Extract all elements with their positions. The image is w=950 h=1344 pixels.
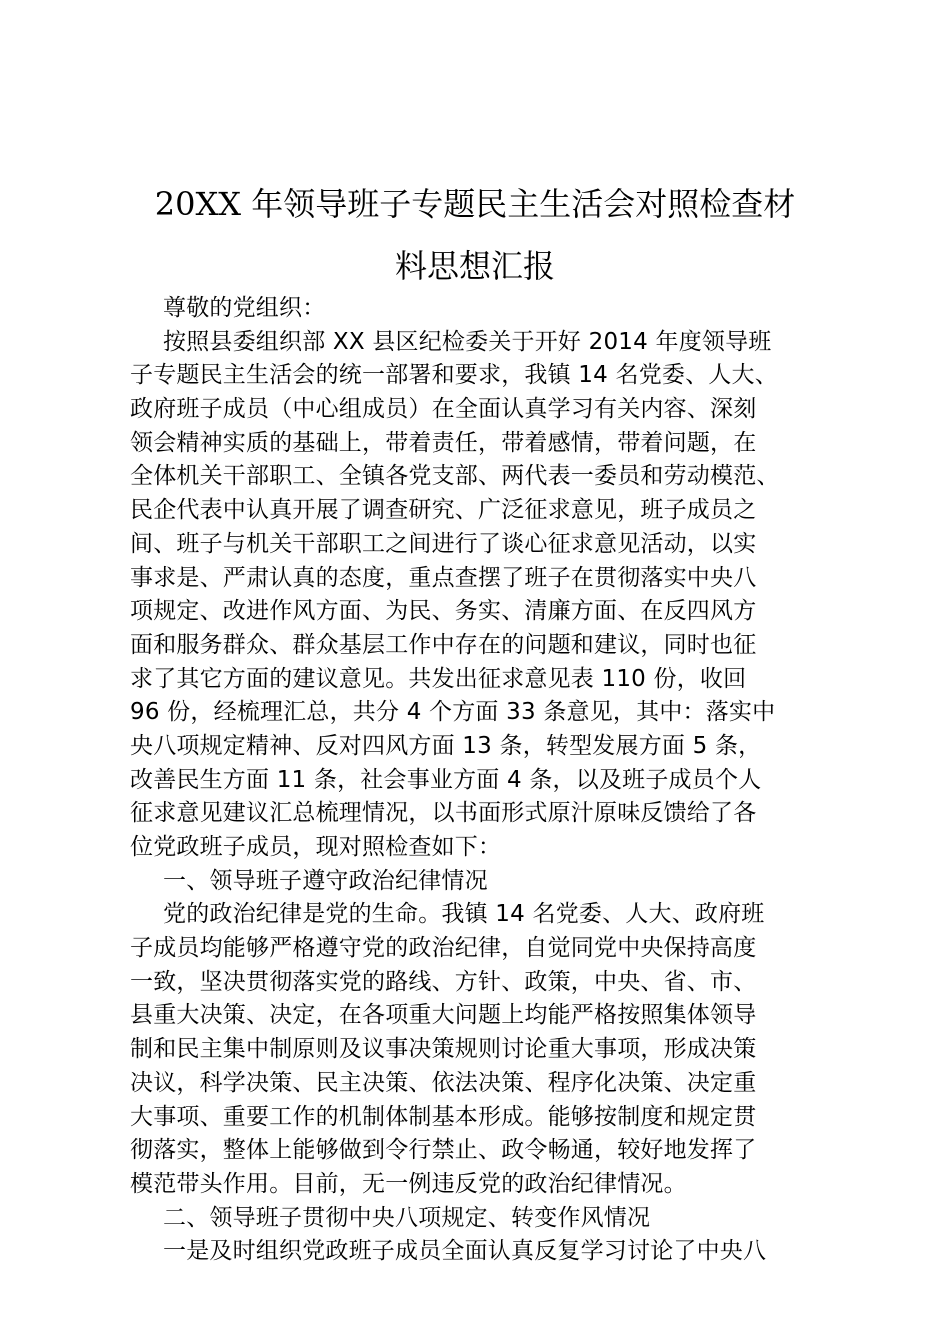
text-line: 位党政班子成员，现对照检查如下： [130, 834, 502, 860]
text-line: 二、领导班子贯彻中央八项规定、转变作风情况 [163, 1204, 651, 1231]
text-line: 征求意见建议汇总梳理情况，以书面形式原汁原味反馈给了各 [130, 800, 757, 827]
text-line: 事求是、严肃认真的态度，重点查摆了班子在贯彻落实中央八 [130, 564, 757, 591]
text-line: 领会精神实质的基础上，带着责任，带着感情，带着问题，在 [130, 429, 757, 456]
text-line: 制和民主集中制原则及议事决策规则讨论重大事项，形成决策 [130, 1036, 757, 1063]
document-title-line-1: 20XX 年领导班子专题民主生活会对照检查材 [154, 185, 796, 223]
text-line: 政府班子成员（中心组成员）在全面认真学习有关内容、深刻 [130, 396, 757, 423]
text-line: 项规定、改进作风方面、为民、务实、清廉方面、在反四风方 [130, 598, 757, 625]
text-line: 子成员均能够严格遵守党的政治纪律，自觉同党中央保持高度 [130, 935, 757, 962]
text-line: 一是及时组织党政班子成员全面认真反复学习讨论了中央八 [163, 1238, 767, 1265]
text-line: 彻落实，整体上能够做到令行禁止、政令畅通，较好地发挥了 [130, 1137, 757, 1164]
text-line: 民企代表中认真开展了调查研究、广泛征求意见，班子成员之 [130, 497, 757, 524]
text-line: 决议，科学决策、民主决策、依法决策、程序化决策、决定重 [130, 1069, 757, 1096]
text-line: 央八项规定精神、反对四风方面 13 条，转型发展方面 5 条， [130, 732, 762, 759]
text-line: 大事项、重要工作的机制体制基本形成。能够按制度和规定贯 [130, 1103, 757, 1130]
text-line: 按照县委组织部 XX 县区纪检委关于开好 2014 年度领导班 [163, 328, 772, 355]
document-body [130, 292, 830, 1269]
text-line: 间、班子与机关干部职工之间进行了谈心征求意见活动，以实 [130, 530, 757, 557]
text-line: 模范带头作用。目前，无一例违反党的政治纪律情况。 [130, 1170, 687, 1197]
document-title-line-2: 料思想汇报 [394, 247, 555, 285]
text-line: 改善民生方面 11 条，社会事业方面 4 条，以及班子成员个人 [130, 766, 762, 793]
text-line: 尊敬的党组织： [163, 295, 326, 321]
text-line: 县重大决策、决定，在各项重大问题上均能严格按照集体领导 [130, 1002, 757, 1029]
text-line: 一致，坚决贯彻落实党的路线、方针、政策，中央、省、市、 [130, 968, 757, 995]
text-line: 求了其它方面的建议意见。共发出征求意见表 110 份，收回 [130, 665, 747, 692]
text-line: 面和服务群众、群众基层工作中存在的问题和建议，同时也征 [130, 631, 757, 658]
text-line: 96 份，经梳理汇总，共分 4 个方面 33 条意见，其中：落实中 [130, 699, 776, 726]
text-line: 全体机关干部职工、全镇各党支部、两代表一委员和劳动模范、 [130, 463, 780, 490]
text-line: 党的政治纪律是党的生命。我镇 14 名党委、人大、政府班 [163, 901, 765, 928]
text-line: 一、领导班子遵守政治纪律情况 [163, 867, 488, 894]
text-line: 子专题民主生活会的统一部署和要求，我镇 14 名党委、人大、 [130, 362, 778, 389]
